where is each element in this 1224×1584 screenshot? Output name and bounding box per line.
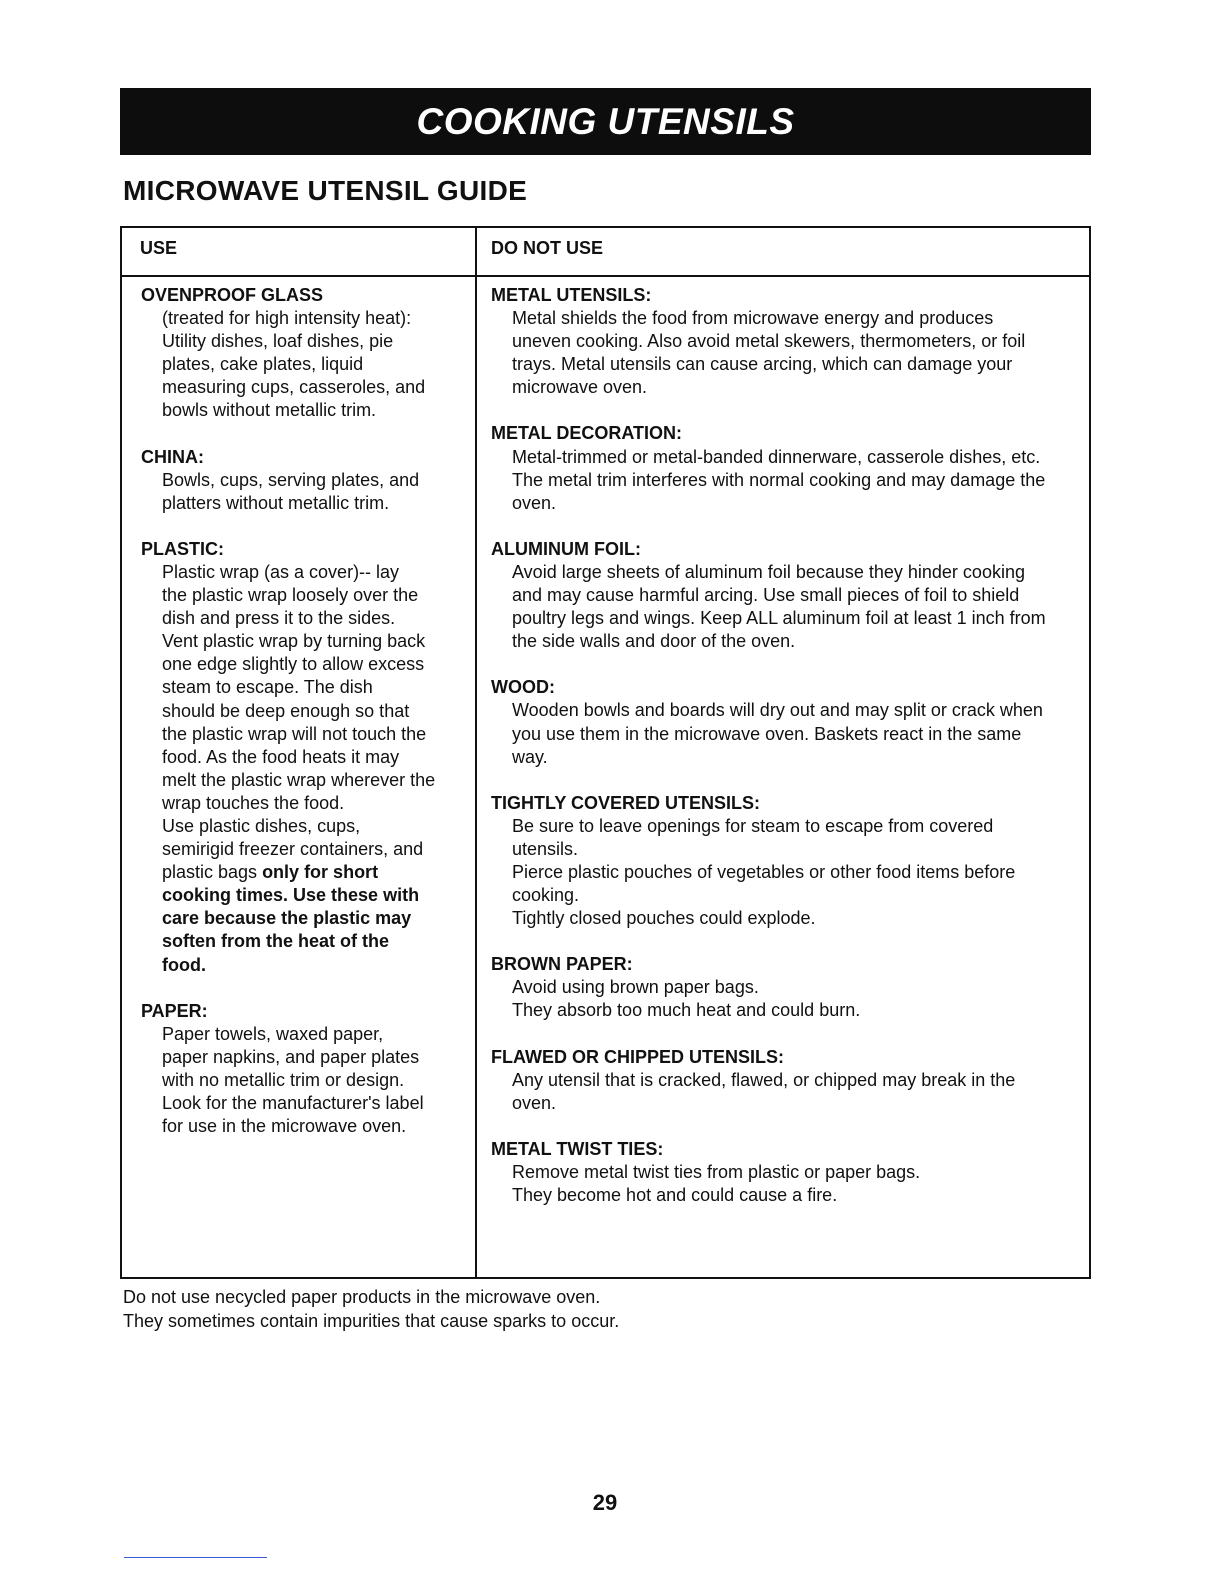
entry-title: METAL DECORATION:	[491, 423, 682, 444]
entry-line: They become hot and could cause a fire.	[512, 1185, 838, 1205]
entry-title: FLAWED OR CHIPPED UTENSILS:	[491, 1046, 785, 1067]
entry-line: the side walls and door of the oven.	[512, 631, 796, 652]
use-column-header: USE	[140, 238, 178, 258]
entry-body	[141, 1023, 471, 1138]
do-not-use-column	[491, 284, 1089, 1230]
entry-line: Remove metal twist ties from plastic or paper bags.	[512, 1161, 921, 1182]
dont-entry-tightly-covered-utensils	[491, 792, 1089, 931]
entry-line: Utility dishes, loaf dishes, pie	[162, 331, 394, 352]
dont-entry-brown-paper	[491, 953, 1089, 1022]
entry-title: CHINA:	[141, 446, 204, 467]
entry-body	[491, 1069, 1089, 1115]
entry-line: microwave oven.	[512, 377, 648, 398]
header-rule	[122, 275, 1089, 277]
dont-entry-metal-utensils	[491, 284, 1089, 399]
entry-line-bold-part: only for short	[262, 862, 379, 883]
entry-body	[491, 1161, 1089, 1207]
entry-line: utensils.	[512, 838, 579, 859]
entry-line-bold: soften from the heat of the	[162, 931, 390, 952]
entry-line-bold: care because the plastic may	[162, 908, 412, 929]
entry-line: Plastic wrap (as a cover)-- lay	[162, 561, 400, 582]
entry-line: oven.	[512, 1092, 557, 1113]
entry-line: Tightly closed pouches could explode.	[512, 908, 816, 929]
entry-line: should be deep enough so that	[162, 700, 410, 721]
entry-line: Wooden bowls and boards will dry out and may split or crack when	[512, 700, 1043, 721]
dont-entry-metal-decoration	[491, 422, 1089, 514]
entry-line: the plastic wrap will not touch the	[162, 723, 427, 744]
entry-line: paper napkins, and paper plates	[162, 1046, 420, 1067]
entry-line-normal-part: plastic bags	[162, 862, 263, 883]
dont-entry-flawed-or-chipped-utensils	[491, 1046, 1089, 1115]
entry-line: Pierce plastic pouches of vegetables or other food items before	[512, 861, 1016, 882]
note-line: Do not use necycled paper products in the microwave oven.	[123, 1287, 601, 1307]
entry-title: METAL TWIST TIES:	[491, 1138, 664, 1159]
entry-line: dish and press it to the sides.	[162, 608, 396, 629]
entry-body	[491, 446, 1089, 515]
entry-body	[141, 561, 471, 977]
entry-line: one edge slightly to allow excess	[162, 654, 425, 675]
use-entry-ovenproof-glass	[141, 284, 471, 423]
footer-link-underline	[124, 1557, 267, 1558]
entry-title: METAL UTENSILS:	[491, 285, 652, 305]
entry-title: TIGHTLY COVERED UTENSILS:	[491, 792, 761, 813]
entry-line: oven.	[512, 492, 557, 513]
entry-line: steam to escape. The dish	[162, 677, 373, 698]
entry-line: Look for the manufacturer's label	[162, 1093, 424, 1113]
section-title: MICROWAVE UTENSIL GUIDE	[123, 175, 528, 206]
entry-line: with no metallic trim or design.	[162, 1069, 405, 1090]
entry-line-mixed	[162, 861, 471, 884]
entry-title: PLASTIC:	[141, 538, 224, 559]
entry-line: Avoid large sheets of aluminum foil because they hinder cooking	[512, 561, 1025, 582]
entry-line-bold: food.	[162, 954, 206, 975]
entry-line: Metal shields the food from microwave energy and produces	[512, 308, 994, 329]
entry-line: Use plastic dishes, cups,	[162, 815, 361, 836]
entry-line: platters without metallic trim.	[162, 492, 390, 513]
entry-title: WOOD:	[491, 677, 555, 698]
column-divider	[475, 228, 477, 1277]
utensil-guide-table	[120, 226, 1091, 1279]
entry-line: the plastic wrap loosely over the	[162, 585, 419, 606]
entry-body	[491, 561, 1089, 653]
entry-line: uneven cooking. Also avoid metal skewers, thermometers, or foil	[512, 331, 1026, 352]
use-entry-plastic	[141, 538, 471, 977]
entry-body	[141, 307, 471, 422]
banner-title: COOKING UTENSILS	[416, 100, 795, 142]
entry-body	[491, 815, 1089, 930]
entry-line: Be sure to leave openings for steam to escape from covered	[512, 815, 994, 836]
entry-line: The metal trim interferes with normal cooking and may damage the	[512, 469, 1046, 490]
entry-title: ALUMINUM FOIL:	[491, 538, 641, 559]
entry-line-bold: cooking times. Use these with	[162, 885, 420, 906]
use-column	[141, 284, 471, 1161]
entry-line: semirigid freezer containers, and	[162, 839, 424, 860]
entry-line: They absorb too much heat and could burn.	[512, 1000, 861, 1021]
entry-line: you use them in the microwave oven. Baskets react in the same	[512, 723, 1022, 744]
entry-body	[491, 699, 1089, 768]
entry-line: way.	[512, 746, 548, 767]
entry-title: OVENPROOF GLASS	[141, 285, 324, 305]
entry-line: plates, cake plates, liquid	[162, 354, 364, 375]
entry-title: PAPER:	[141, 1000, 208, 1021]
entry-body	[491, 307, 1089, 399]
entry-line: (treated for high intensity heat):	[162, 308, 412, 329]
entry-line: food. As the food heats it may	[162, 746, 400, 767]
entry-line: Avoid using brown paper bags.	[512, 977, 759, 998]
entry-line: measuring cups, casseroles, and	[162, 377, 426, 398]
entry-line: Any utensil that is cracked, flawed, or chipped may break in the	[512, 1069, 1016, 1090]
note-line: They sometimes contain impurities that cause sparks to occur.	[123, 1310, 620, 1331]
entry-line: bowls without metallic trim.	[162, 400, 377, 421]
entry-body	[491, 976, 1089, 1022]
dont-entry-metal-twist-ties	[491, 1138, 1089, 1207]
do-not-use-column-header: DO NOT USE	[491, 238, 604, 258]
use-entry-paper	[141, 1000, 471, 1139]
entry-line: Vent plastic wrap by turning back	[162, 631, 426, 652]
entry-line: and may cause harmful arcing. Use small pieces of foil to shield	[512, 585, 1020, 606]
entry-line: poultry legs and wings. Keep ALL aluminum foil at least 1 inch from	[512, 608, 1046, 629]
entry-line: Bowls, cups, serving plates, and	[162, 469, 420, 490]
page-number: 29	[592, 1490, 618, 1515]
dont-entry-aluminum-foil	[491, 538, 1089, 653]
use-entry-china	[141, 446, 471, 515]
entry-title: BROWN PAPER:	[491, 954, 633, 975]
entry-line: wrap touches the food.	[162, 792, 345, 813]
entry-line: Paper towels, waxed paper,	[162, 1023, 384, 1044]
entry-line: Metal-trimmed or metal-banded dinnerware, casserole dishes, etc.	[512, 446, 1041, 467]
dont-entry-wood	[491, 676, 1089, 768]
entry-line: melt the plastic wrap wherever the	[162, 769, 436, 790]
entry-body	[141, 469, 471, 515]
page-banner	[120, 88, 1091, 155]
entry-line: for use in the microwave oven.	[162, 1116, 407, 1137]
entry-line: trays. Metal utensils can cause arcing, which can damage your	[512, 354, 1013, 375]
entry-line: cooking.	[512, 885, 580, 906]
recycled-paper-note	[123, 1286, 619, 1333]
